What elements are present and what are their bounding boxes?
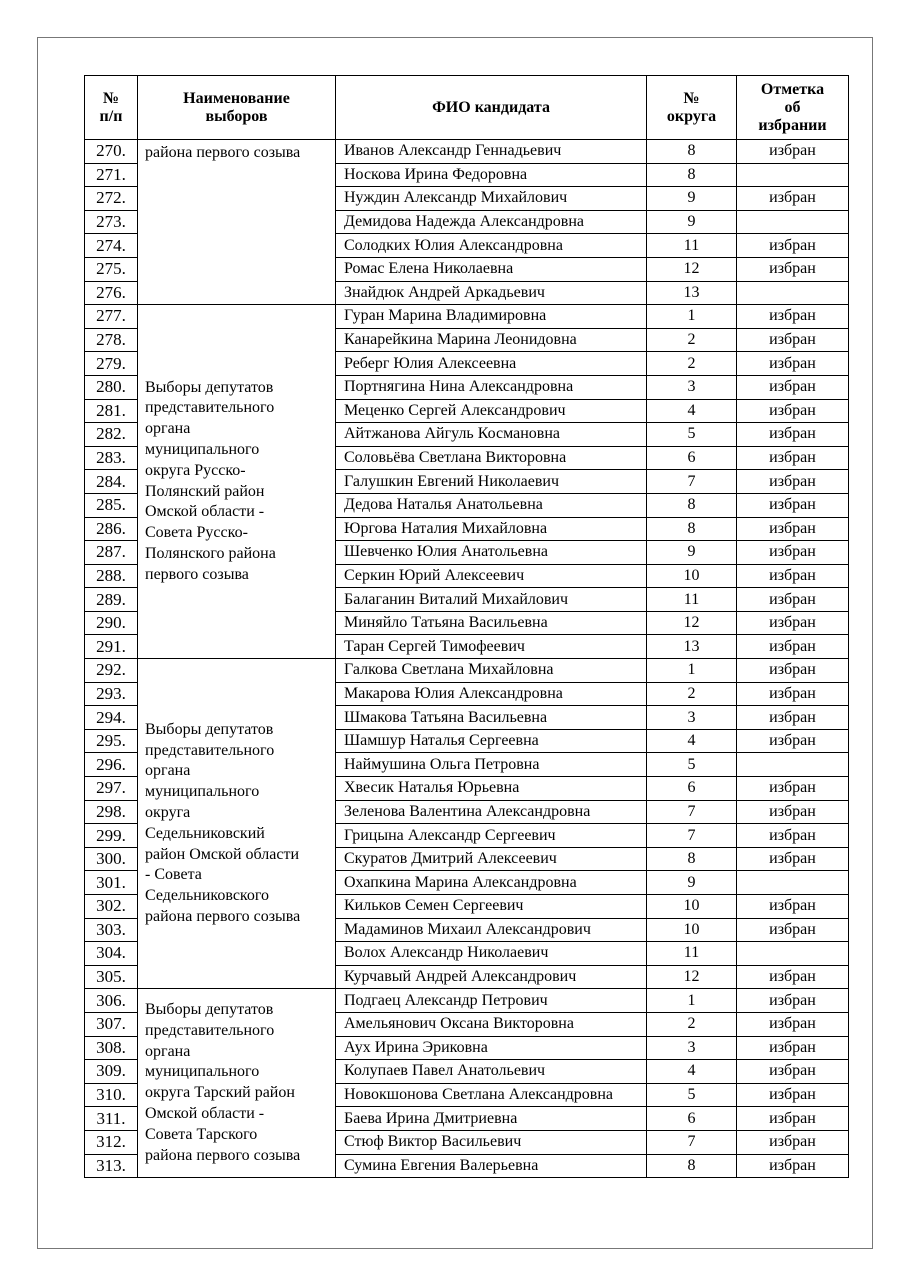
okrug-number: 11	[647, 234, 737, 258]
okrug-number: 7	[647, 1130, 737, 1154]
elected-status: избран	[737, 989, 849, 1013]
row-number: 302.	[85, 895, 138, 919]
okrug-number: 3	[647, 706, 737, 730]
row-number: 283.	[85, 446, 138, 470]
row-number: 282.	[85, 423, 138, 447]
okrug-number: 10	[647, 564, 737, 588]
okrug-number: 7	[647, 470, 737, 494]
row-number: 307.	[85, 1012, 138, 1036]
elected-status: избран	[737, 1107, 849, 1131]
elected-status	[737, 281, 849, 305]
candidate-name: Нуждин Александр Михайлович	[336, 187, 647, 211]
candidate-name: Канарейкина Марина Леонидовна	[336, 328, 647, 352]
elected-status: избран	[737, 965, 849, 989]
candidate-name: Стюф Виктор Васильевич	[336, 1130, 647, 1154]
elected-status: избран	[737, 234, 849, 258]
elected-status: избран	[737, 611, 849, 635]
elected-status: избран	[737, 847, 849, 871]
okrug-number: 10	[647, 895, 737, 919]
elected-status: избран	[737, 1036, 849, 1060]
table-row	[85, 989, 849, 1013]
elected-status: избран	[737, 375, 849, 399]
okrug-number: 4	[647, 399, 737, 423]
elected-status: избран	[737, 895, 849, 919]
candidate-name: Подгаец Александр Петрович	[336, 989, 647, 1013]
okrug-number: 6	[647, 777, 737, 801]
row-number: 292.	[85, 659, 138, 683]
election-name: Выборы депутатов представительного органа муниципального округа Тарский район Омской области - Совета Тарского района первого созыва	[138, 989, 336, 1178]
elected-status: избран	[737, 659, 849, 683]
okrug-number: 9	[647, 187, 737, 211]
candidate-name: Балаганин Виталий Михайлович	[336, 588, 647, 612]
row-number: 270.	[85, 140, 138, 164]
okrug-number: 5	[647, 423, 737, 447]
header-status: Отметка об избрании	[737, 76, 849, 140]
elected-status: избран	[737, 1012, 849, 1036]
row-number: 290.	[85, 611, 138, 635]
row-number: 308.	[85, 1036, 138, 1060]
elected-status	[737, 753, 849, 777]
row-number: 280.	[85, 375, 138, 399]
row-number: 297.	[85, 777, 138, 801]
okrug-number: 8	[647, 847, 737, 871]
row-number: 305.	[85, 965, 138, 989]
candidate-name: Айтжанова Айгуль Космановна	[336, 423, 647, 447]
candidate-name: Шамшур Наталья Сергеевна	[336, 729, 647, 753]
candidate-name: Скуратов Дмитрий Алексеевич	[336, 847, 647, 871]
candidate-name: Сумина Евгения Валерьевна	[336, 1154, 647, 1178]
okrug-number: 7	[647, 800, 737, 824]
elected-status: избран	[737, 564, 849, 588]
row-number: 285.	[85, 493, 138, 517]
row-number: 310.	[85, 1083, 138, 1107]
okrug-number: 5	[647, 1083, 737, 1107]
elected-status: избран	[737, 423, 849, 447]
okrug-number: 8	[647, 517, 737, 541]
candidate-name: Амельянович Оксана Викторовна	[336, 1012, 647, 1036]
row-number: 299.	[85, 824, 138, 848]
row-number: 281.	[85, 399, 138, 423]
row-number: 296.	[85, 753, 138, 777]
table-row	[85, 140, 849, 164]
candidate-name: Охапкина Марина Александровна	[336, 871, 647, 895]
elected-status: избран	[737, 541, 849, 565]
okrug-number: 11	[647, 588, 737, 612]
row-number: 272.	[85, 187, 138, 211]
row-number: 301.	[85, 871, 138, 895]
row-number: 313.	[85, 1154, 138, 1178]
table-row	[85, 659, 849, 683]
elected-status: избран	[737, 824, 849, 848]
row-number: 279.	[85, 352, 138, 376]
candidate-name: Курчавый Андрей Александрович	[336, 965, 647, 989]
okrug-number: 4	[647, 1060, 737, 1084]
candidate-name: Юргова Наталия Михайловна	[336, 517, 647, 541]
elected-status: избран	[737, 1130, 849, 1154]
okrug-number: 3	[647, 1036, 737, 1060]
table-body	[85, 140, 849, 1178]
elected-status: избран	[737, 140, 849, 164]
candidate-name: Шевченко Юлия Анатольевна	[336, 541, 647, 565]
candidate-name: Портнягина Нина Александровна	[336, 375, 647, 399]
okrug-number: 2	[647, 1012, 737, 1036]
elected-status	[737, 871, 849, 895]
elected-status: избран	[737, 470, 849, 494]
row-number: 278.	[85, 328, 138, 352]
okrug-number: 8	[647, 1154, 737, 1178]
row-number: 277.	[85, 305, 138, 329]
candidate-name: Соловьёва Светлана Викторовна	[336, 446, 647, 470]
okrug-number: 8	[647, 493, 737, 517]
candidate-name: Мадаминов Михаил Александрович	[336, 918, 647, 942]
row-number: 273.	[85, 210, 138, 234]
elected-status: избран	[737, 257, 849, 281]
row-number: 271.	[85, 163, 138, 187]
okrug-number: 2	[647, 682, 737, 706]
elected-status: избран	[737, 800, 849, 824]
candidate-name: Дедова Наталья Анатольевна	[336, 493, 647, 517]
candidate-name: Демидова Надежда Александровна	[336, 210, 647, 234]
elected-status: избран	[737, 1154, 849, 1178]
candidate-name: Новокшонова Светлана Александровна	[336, 1083, 647, 1107]
okrug-number: 9	[647, 541, 737, 565]
row-number: 289.	[85, 588, 138, 612]
row-number: 309.	[85, 1060, 138, 1084]
row-number: 312.	[85, 1130, 138, 1154]
elected-status: избран	[737, 682, 849, 706]
candidate-name: Баева Ирина Дмитриевна	[336, 1107, 647, 1131]
row-number: 276.	[85, 281, 138, 305]
candidate-name: Ромас Елена Николаевна	[336, 257, 647, 281]
okrug-number: 9	[647, 871, 737, 895]
okrug-number: 9	[647, 210, 737, 234]
row-number: 295.	[85, 729, 138, 753]
elected-status: избран	[737, 729, 849, 753]
okrug-number: 12	[647, 965, 737, 989]
election-name: Выборы депутатов представительного органа муниципального округа Русско- Полянский район Омской области - Совета Русско- Полянского района первого созыва	[138, 305, 336, 659]
okrug-number: 1	[647, 305, 737, 329]
okrug-number: 1	[647, 659, 737, 683]
row-number: 311.	[85, 1107, 138, 1131]
candidate-name: Кильков Семен Сергеевич	[336, 895, 647, 919]
okrug-number: 1	[647, 989, 737, 1013]
elected-status: избран	[737, 399, 849, 423]
okrug-number: 11	[647, 942, 737, 966]
row-number: 287.	[85, 541, 138, 565]
okrug-number: 5	[647, 753, 737, 777]
elected-status: избран	[737, 446, 849, 470]
elected-status: избран	[737, 517, 849, 541]
elected-status	[737, 163, 849, 187]
okrug-number: 6	[647, 446, 737, 470]
okrug-number: 8	[647, 140, 737, 164]
okrug-number: 13	[647, 281, 737, 305]
candidate-name: Знайдюк Андрей Аркадьевич	[336, 281, 647, 305]
candidate-name: Таран Сергей Тимофеевич	[336, 635, 647, 659]
okrug-number: 10	[647, 918, 737, 942]
okrug-number: 7	[647, 824, 737, 848]
candidate-name: Зеленова Валентина Александровна	[336, 800, 647, 824]
row-number: 274.	[85, 234, 138, 258]
candidate-name: Колупаев Павел Анатольевич	[336, 1060, 647, 1084]
candidate-name: Шмакова Татьяна Васильевна	[336, 706, 647, 730]
candidate-name: Гуран Марина Владимировна	[336, 305, 647, 329]
elected-status: избран	[737, 187, 849, 211]
row-number: 303.	[85, 918, 138, 942]
candidate-name: Аух Ирина Эриковна	[336, 1036, 647, 1060]
elected-status: избран	[737, 1083, 849, 1107]
row-number: 286.	[85, 517, 138, 541]
candidate-name: Иванов Александр Геннадьевич	[336, 140, 647, 164]
header-candidate: ФИО кандидата	[336, 76, 647, 140]
candidate-name: Хвесик Наталья Юрьевна	[336, 777, 647, 801]
okrug-number: 12	[647, 257, 737, 281]
row-number: 294.	[85, 706, 138, 730]
elected-status: избран	[737, 493, 849, 517]
table-header-row	[85, 76, 849, 140]
candidate-name: Реберг Юлия Алексеевна	[336, 352, 647, 376]
elected-status: избран	[737, 328, 849, 352]
elected-status: избран	[737, 352, 849, 376]
candidate-name: Волох Александр Николаевич	[336, 942, 647, 966]
candidate-name: Солодких Юлия Александровна	[336, 234, 647, 258]
candidate-name: Миняйло Татьяна Васильевна	[336, 611, 647, 635]
candidate-name: Меценко Сергей Александрович	[336, 399, 647, 423]
election-name: Выборы депутатов представительного органа муниципального округа Седельниковский район Омской области - Совета Седельниковского района первого созыва	[138, 659, 336, 989]
row-number: 300.	[85, 847, 138, 871]
elected-status	[737, 942, 849, 966]
okrug-number: 8	[647, 163, 737, 187]
row-number: 306.	[85, 989, 138, 1013]
row-number: 298.	[85, 800, 138, 824]
row-number: 291.	[85, 635, 138, 659]
candidate-name: Галушкин Евгений Николаевич	[336, 470, 647, 494]
candidate-name: Грицына Александр Сергеевич	[336, 824, 647, 848]
candidate-name: Макарова Юлия Александровна	[336, 682, 647, 706]
candidate-name: Носкова Ирина Федоровна	[336, 163, 647, 187]
election-results-table	[84, 75, 849, 1178]
row-number: 293.	[85, 682, 138, 706]
row-number: 284.	[85, 470, 138, 494]
elected-status: избран	[737, 305, 849, 329]
elected-status: избран	[737, 777, 849, 801]
okrug-number: 4	[647, 729, 737, 753]
elected-status: избран	[737, 588, 849, 612]
elected-status: избран	[737, 706, 849, 730]
okrug-number: 2	[647, 328, 737, 352]
header-election: Наименование выборов	[138, 76, 336, 140]
candidate-name: Наймушина Ольга Петровна	[336, 753, 647, 777]
row-number: 275.	[85, 257, 138, 281]
row-number: 288.	[85, 564, 138, 588]
row-number: 304.	[85, 942, 138, 966]
okrug-number: 6	[647, 1107, 737, 1131]
candidate-name: Галкова Светлана Михайловна	[336, 659, 647, 683]
okrug-number: 3	[647, 375, 737, 399]
election-name: района первого созыва	[138, 140, 336, 305]
header-okrug: № округа	[647, 76, 737, 140]
okrug-number: 2	[647, 352, 737, 376]
elected-status: избран	[737, 918, 849, 942]
candidate-name: Серкин Юрий Алексеевич	[336, 564, 647, 588]
okrug-number: 12	[647, 611, 737, 635]
table-row	[85, 305, 849, 329]
header-num: № п/п	[85, 76, 138, 140]
elected-status: избран	[737, 635, 849, 659]
elected-status: избран	[737, 1060, 849, 1084]
elected-status	[737, 210, 849, 234]
okrug-number: 13	[647, 635, 737, 659]
